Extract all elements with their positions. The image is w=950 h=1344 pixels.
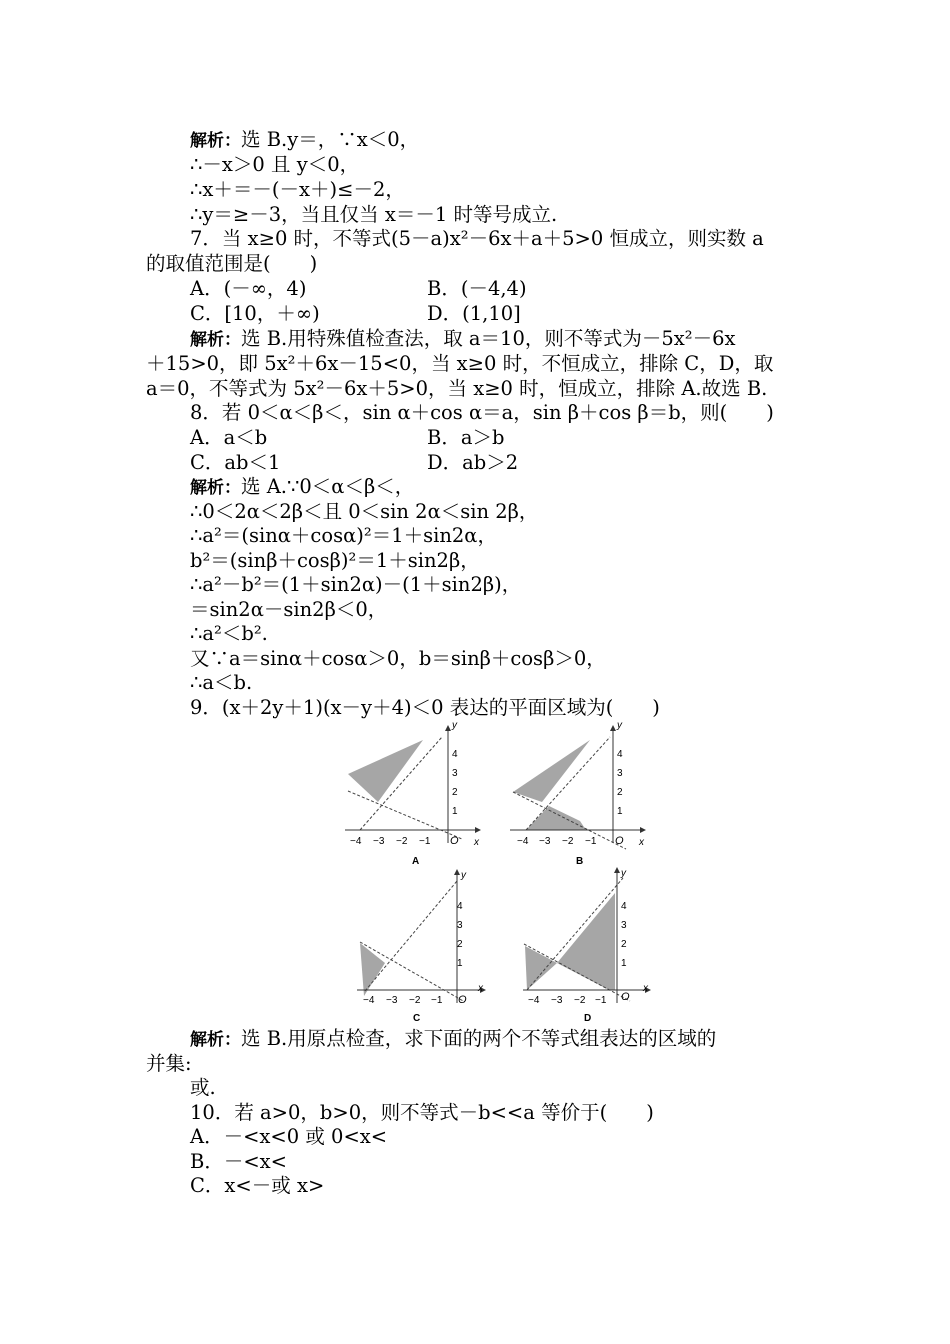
axis-x-label: x	[474, 837, 479, 848]
x-tick: −1	[585, 836, 597, 847]
q7-option-d: D．(1,10]	[427, 302, 521, 325]
origin-label: O	[450, 835, 459, 847]
x-tick: −3	[539, 836, 551, 847]
y-tick: 1	[457, 958, 463, 969]
q7-option-a: A．(－∞，4)	[190, 277, 307, 300]
origin-label: O	[621, 991, 630, 1003]
solution-8-line-9: ∴a＜b.	[190, 671, 253, 694]
shaded-region-left	[525, 946, 557, 990]
x-tick: −3	[386, 995, 398, 1006]
solution-9-line-2: 并集:	[146, 1052, 192, 1075]
line-text: 选 B.y＝，∵x＜0，	[241, 128, 420, 151]
x-tick: −4	[350, 836, 362, 847]
shaded-region-upper	[513, 740, 590, 802]
y-tick: 4	[452, 749, 458, 760]
axis-y-label: y	[621, 868, 626, 879]
shaded-region-right	[557, 893, 615, 990]
solution-6-line-1	[190, 127, 419, 154]
question-7-stem-cont: 的取值范围是( )	[146, 252, 318, 275]
solution-8-line-8: 又∵a＝sinα＋cosα＞0，b＝sinβ＋cosβ＞0，	[190, 647, 606, 670]
line-text: 选 A.∵0＜α＜β＜，	[241, 475, 415, 498]
solution-6-line-3: ∴x＋＝－(－x＋)≤－2，	[190, 178, 405, 201]
x-tick: −2	[562, 836, 574, 847]
question-9-stem: 9．(x＋2y＋1)(x－y＋4)＜0 表达的平面区域为( )	[190, 696, 660, 719]
solution-8-line-6: ＝sin2α－sin2β＜0，	[190, 598, 388, 621]
solution-label: 解析：	[190, 1030, 241, 1050]
question-10-stem: 10．若 a>0，b>0，则不等式－b<<a 等价于( )	[190, 1101, 654, 1124]
question-8-stem: 8．若 0＜α＜β＜，sin α＋cos α＝a，sin β＋cos β＝b，则( )	[190, 401, 774, 424]
shaded-region	[348, 740, 423, 802]
solution-7-line-3: a＝0，不等式为 5x²－6x＋5>0，当 x≥0 时，恒成立，排除 A.故选 B.	[146, 377, 768, 400]
shaded-region-lower	[526, 806, 586, 830]
solution-8-line-7: ∴a²＜b².	[190, 622, 268, 645]
axis-x-label: x	[643, 983, 648, 994]
shaded-region	[360, 943, 385, 996]
solution-9-line-1	[190, 1026, 716, 1053]
solution-7-line-1	[190, 326, 736, 353]
q8-option-c: C．ab＜1	[190, 451, 281, 474]
line-text: 选 B.用特殊值检查法，取 a＝10，则不等式为－5x²－6x	[241, 327, 736, 350]
q10-option-b: B．－<x<	[190, 1150, 288, 1173]
y-tick: 3	[452, 768, 458, 779]
x-tick: −4	[363, 995, 375, 1006]
solution-7-line-2: ＋15>0，即 5x²＋6x－15<0，当 x≥0 时，不恒成立，排除 C，D，取	[146, 352, 774, 375]
y-tick: 3	[621, 920, 627, 931]
axis-y-label: y	[452, 720, 457, 731]
solution-9-line-3: 或.	[190, 1076, 216, 1099]
solution-8-line-3: ∴a²＝(sinα＋cosα)²＝1＋sin2α，	[190, 524, 497, 547]
y-tick: 1	[452, 806, 458, 817]
q10-option-c: C．x<－或 x>	[190, 1174, 325, 1197]
panel-c	[357, 870, 485, 1023]
question-9-figure	[330, 718, 660, 1023]
panel-label: C	[413, 1013, 421, 1023]
panel-label: D	[584, 1013, 592, 1023]
x-tick: −3	[551, 995, 563, 1006]
x-tick: −3	[373, 836, 385, 847]
solution-label: 解析：	[190, 131, 241, 151]
q8-option-d: D．ab＞2	[427, 451, 519, 474]
origin-label: O	[458, 994, 467, 1006]
y-tick: 3	[457, 920, 463, 931]
y-tick: 1	[621, 958, 627, 969]
y-tick: 4	[617, 749, 623, 760]
solution-8-line-5: ∴a²－b²＝(1＋sin2α)－(1＋sin2β)，	[190, 573, 522, 596]
x-tick: −4	[517, 836, 529, 847]
axis-y-label: y	[461, 870, 466, 881]
question-7-stem: 7．当 x≥0 时，不等式(5－a)x²－6x＋a＋5>0 恒成立，则实数 a	[190, 227, 764, 250]
q7-option-c: C．[10，＋∞)	[190, 302, 320, 325]
line-x-plus-2y-plus-1	[348, 791, 462, 839]
x-tick: −1	[419, 836, 431, 847]
x-tick: −2	[396, 836, 408, 847]
solution-8-line-2: ∴0＜2α＜2β＜且 0＜sin 2α＜sin 2β，	[190, 500, 539, 523]
x-tick: −1	[431, 995, 443, 1006]
x-tick: −2	[409, 995, 421, 1006]
y-tick: 2	[452, 787, 458, 798]
line-x-minus-y-plus-4	[365, 881, 457, 991]
y-tick: 4	[457, 901, 463, 912]
axis-x-label: x	[478, 983, 483, 994]
axis-y-label: y	[617, 720, 622, 731]
y-tick: 1	[617, 806, 623, 817]
panel-label: A	[412, 856, 420, 867]
x-tick: −2	[574, 995, 586, 1006]
y-tick: 4	[621, 901, 627, 912]
x-tick: −4	[528, 995, 540, 1006]
origin-label: O	[615, 835, 624, 847]
line-text: 选 B.用原点检查，求下面的两个不等式组表达的区域的	[241, 1027, 717, 1050]
solution-label: 解析：	[190, 478, 241, 498]
solution-6-line-2: ∴－x＞0 且 y＜0，	[190, 153, 360, 176]
q10-option-a: A．－<x<0 或 0<x<	[190, 1125, 388, 1148]
q8-option-a: A．a＜b	[190, 426, 268, 449]
solution-6-line-4: ∴y＝≥－3，当且仅当 x＝－1 时等号成立.	[190, 203, 558, 226]
panel-label: B	[576, 856, 584, 867]
solution-label: 解析：	[190, 330, 241, 350]
y-tick: 3	[617, 768, 623, 779]
axis-x-label: x	[639, 837, 644, 848]
y-tick: 2	[457, 939, 463, 950]
solution-8-line-4: b²＝(sinβ＋cosβ)²＝1＋sin2β，	[190, 549, 480, 572]
x-tick: −1	[595, 995, 607, 1006]
q7-option-b: B．(－4,4)	[427, 277, 527, 300]
y-tick: 2	[621, 939, 627, 950]
panel-a	[345, 720, 480, 867]
y-tick: 2	[617, 787, 623, 798]
q8-option-b: B．a＞b	[427, 426, 505, 449]
panel-b	[510, 720, 645, 867]
panel-d	[523, 868, 650, 1023]
solution-8-line-1	[190, 474, 414, 501]
